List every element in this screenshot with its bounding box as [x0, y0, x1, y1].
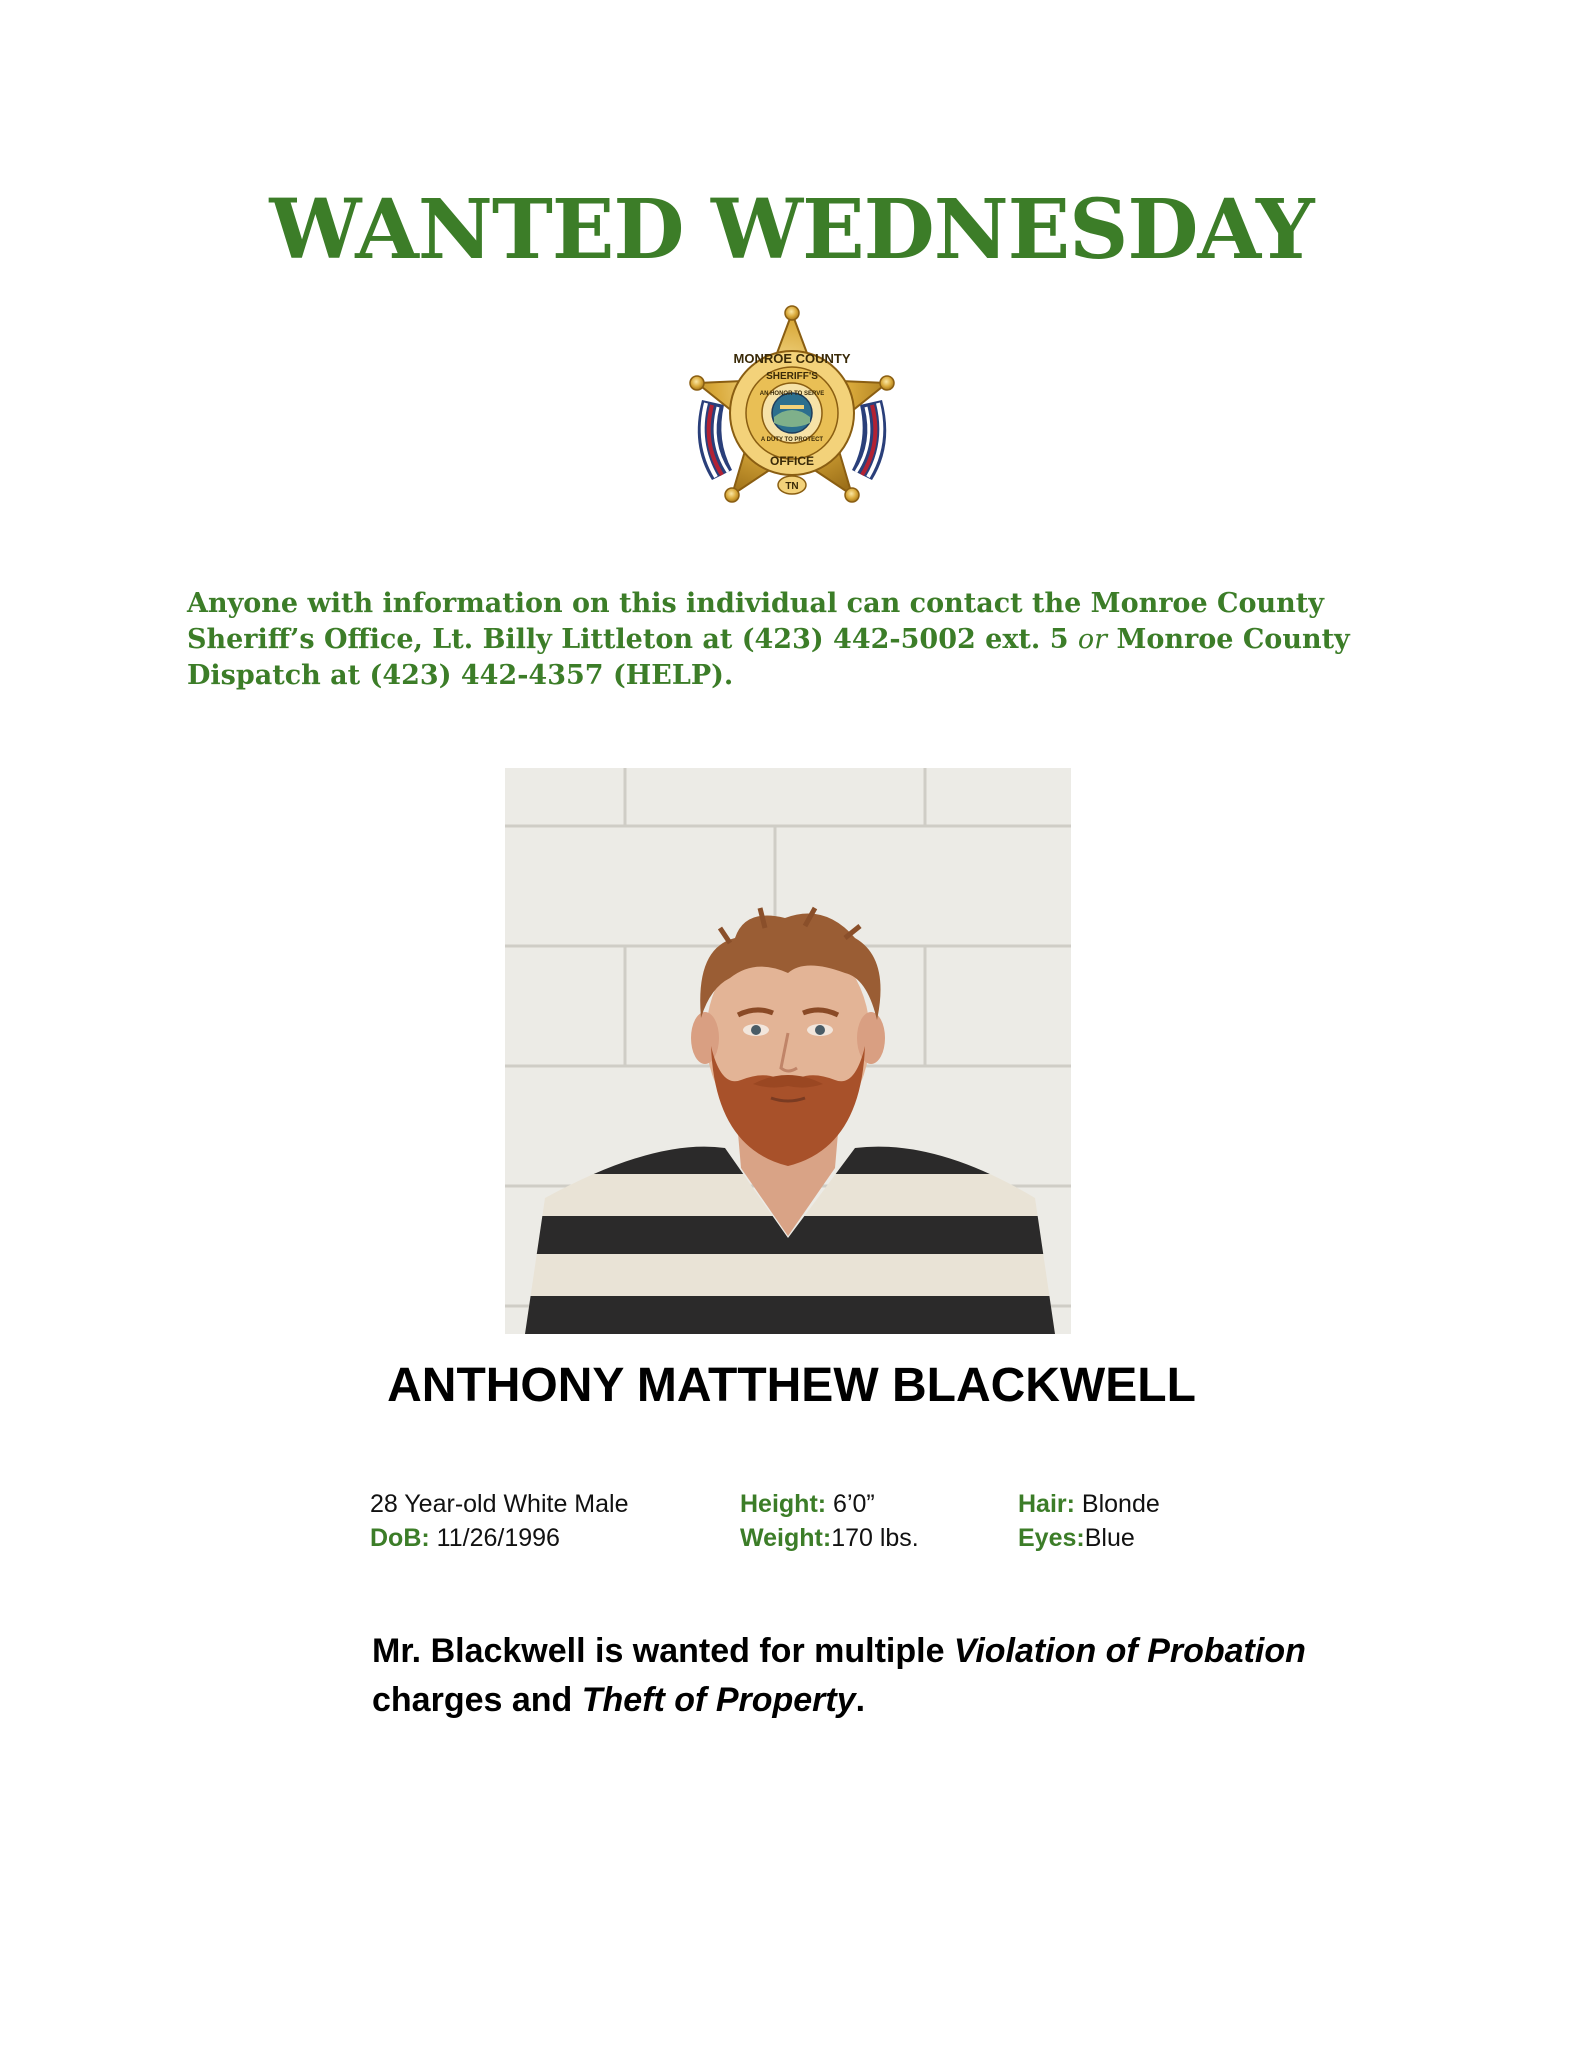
height-label: Height: — [740, 1490, 827, 1518]
suspect-description: 28 Year-old White Male — [370, 1490, 629, 1518]
dob-field — [370, 1524, 560, 1553]
sheriff-star-badge-icon — [672, 305, 912, 530]
hair-field — [1018, 1490, 1160, 1519]
contact-notice-part1: Anyone with information on this individual can contact the Monroe County Sheriff’s Office, Lt. Billy Littleton at (423) 442-5002 ext. 5 — [187, 588, 1324, 655]
weight-value: 170 lbs. — [831, 1524, 919, 1552]
contact-notice-part2: Monroe County Dispatch at (423) 442-4357 (HELP). — [187, 624, 1350, 691]
page-title: WANTED WEDNESDAY — [269, 182, 1314, 278]
statement-suffix: . — [855, 1681, 866, 1719]
suspect-photo — [505, 768, 1071, 1334]
contact-notice-or: or — [1077, 624, 1108, 655]
statement-prefix: Mr. Blackwell is wanted for multiple — [372, 1632, 954, 1670]
badge-state-text: TN — [785, 481, 799, 492]
statement-middle: charges and — [372, 1681, 582, 1719]
mugshot-image — [505, 768, 1071, 1334]
eyes-label: Eyes: — [1018, 1524, 1085, 1552]
hair-value: Blonde — [1074, 1490, 1160, 1518]
badge-motto-left-text: AN HONOR TO SERVE — [759, 391, 825, 397]
suspect-details — [370, 1490, 1250, 1570]
weight-label: Weight: — [740, 1524, 832, 1552]
badge-ring-top-text: MONROE COUNTY — [733, 351, 851, 366]
badge-motto-right-text: A DUTY TO PROTECT — [760, 437, 824, 443]
height-value: 6’0” — [826, 1490, 875, 1518]
weight-field — [740, 1524, 919, 1553]
badge-ring-sub-text: SHERIFF'S — [766, 371, 818, 382]
sheriff-badge-logo — [672, 305, 912, 530]
statement-charge-theft: Theft of Property — [581, 1681, 856, 1719]
flag-wing-right — [852, 400, 886, 480]
dob-label: DoB: — [370, 1524, 430, 1552]
eyes-value: Blue — [1084, 1524, 1135, 1552]
dob-value: 11/26/1996 — [429, 1524, 560, 1552]
statement-charge-probation: Violation of Probation — [953, 1632, 1306, 1670]
badge-ring-bottom-text: OFFICE — [770, 454, 814, 468]
eyes-field — [1018, 1524, 1135, 1553]
suspect-name: ANTHONY MATTHEW BLACKWELL — [387, 1359, 1196, 1412]
contact-notice — [187, 586, 1417, 694]
hair-label: Hair: — [1018, 1490, 1075, 1518]
wanted-statement — [372, 1627, 1392, 1725]
flag-wing-left — [698, 400, 732, 480]
height-field — [740, 1490, 875, 1519]
